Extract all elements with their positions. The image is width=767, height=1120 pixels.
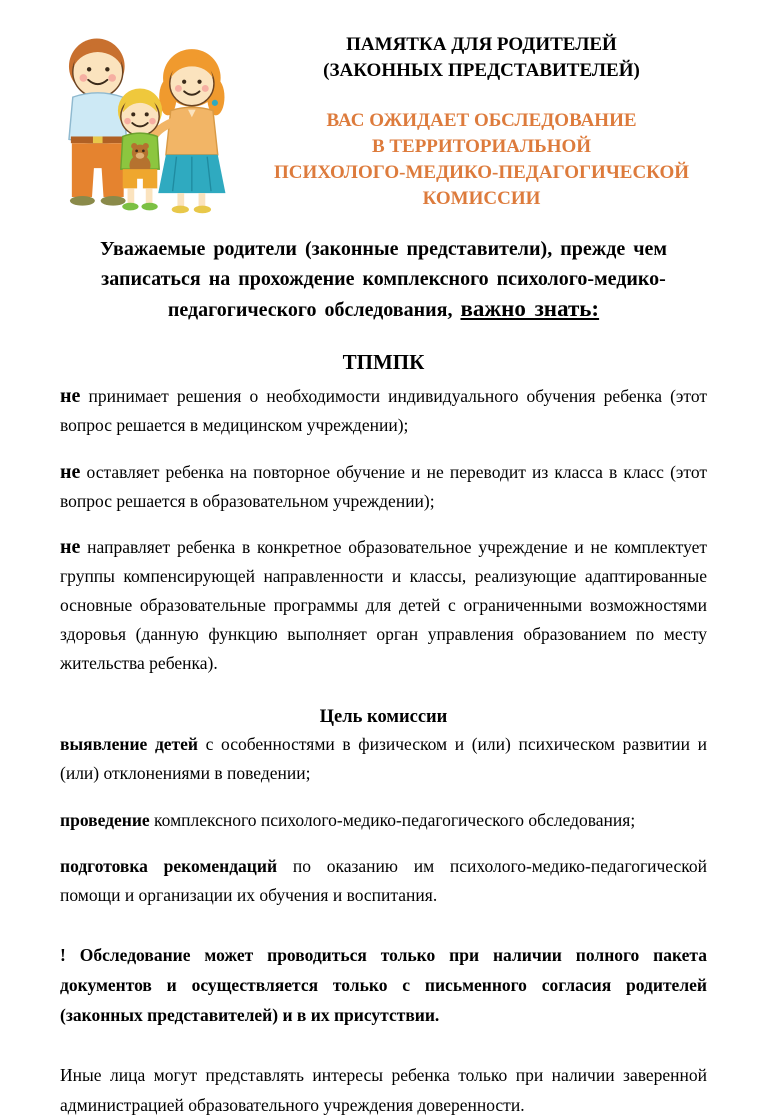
goal-item-2-lead: проведение [60,809,150,830]
subtitle-line1: ВАС ОЖИДАЕТ ОБСЛЕДОВАНИЕ [326,110,637,131]
tpmpk-item-2 [60,458,707,516]
tpmpk-item-2-text: оставляет ребенка на повторное обучение и не переводит из класса в класс (этот вопрос решается в образовательном учреждении); [60,461,707,511]
tpmpk-item-1 [60,382,707,440]
warning-paragraph: ! Обследование может проводиться только при наличии полного пакета документов и осуществляется только с письменного согласия родителей (законных представителей) и в их присутствии. [60,945,707,1025]
goal-item-3-text: по оказанию им психолого-медико-педагогической помощи и организации их обучения и воспитания. [60,856,707,905]
header [0,0,767,220]
footer-paragraph: Иные лица могут представлять интересы ребенка только при наличии заверенной администрацией образовательного учреждения доверенности. [60,1065,707,1115]
family-illustration-icon [44,28,236,220]
goal-heading: Цель комиссии [319,707,448,727]
subtitle-line3: ПСИХОЛОГО-МЕДИКО-ПЕДАГОГИЧЕСКОЙ [273,162,690,183]
goal-item-3 [60,852,707,910]
header-titles [236,28,727,212]
goal-item-2 [60,806,707,835]
tpmpk-item-3-text: направляет ребенка в конкретное образовательное учреждение и не комплектует группы компенсирующей направленности и классы, реализующие адаптированные основные образовательные программы для детей с ограниченными возможностями здоровья (данную функцию выполняет орган управления образованием по месту жительства ребенка). [60,537,708,673]
boy-figure [118,88,162,210]
document-body [0,234,767,1120]
tpmpk-item-1-text: принимает решения о необходимости индивидуального обучения ребенка (этот вопрос решается в медицинском учреждении); [60,386,708,435]
tpmpk-item-2-lead: не [60,460,81,483]
goal-item-2-text: комплексного психолого-медико-педагогического обследования; [154,809,636,830]
goal-item-3-lead: подготовка рекомендаций [60,856,278,876]
goal-item-1 [60,730,707,788]
mom-figure [152,49,225,213]
page-title-line1: ПАМЯТКА ДЛЯ РОДИТЕЛЕЙ [346,34,617,55]
goal-item-1-text: с особенностями в физическом и (или) психическом развитии и (или) отклонениями в поведении; [60,734,707,783]
page-title-line2: (ЗАКОННЫХ ПРЕДСТАВИТЕЛЕЙ) [323,60,640,81]
tpmpk-heading: ТПМПК [342,350,425,374]
tpmpk-item-3 [60,533,707,678]
page-subtitle [236,108,727,212]
tpmpk-item-3-lead: не [60,536,81,558]
intro-highlight: важно знать: [460,296,600,321]
goal-item-1-lead: выявление детей [60,734,199,754]
subtitle-line4: КОМИССИИ [422,188,541,209]
intro-paragraph [60,234,707,325]
goal-section [60,704,707,910]
subtitle-line2: В ТЕРРИТОРИАЛЬНОЙ [371,136,592,157]
tpmpk-item-1-lead: не [60,385,81,407]
intro-text: Уважаемые родители (законные представители), прежде чем записаться на прохождение комплексного психолого-медико-педагогического обследования, [99,238,667,321]
